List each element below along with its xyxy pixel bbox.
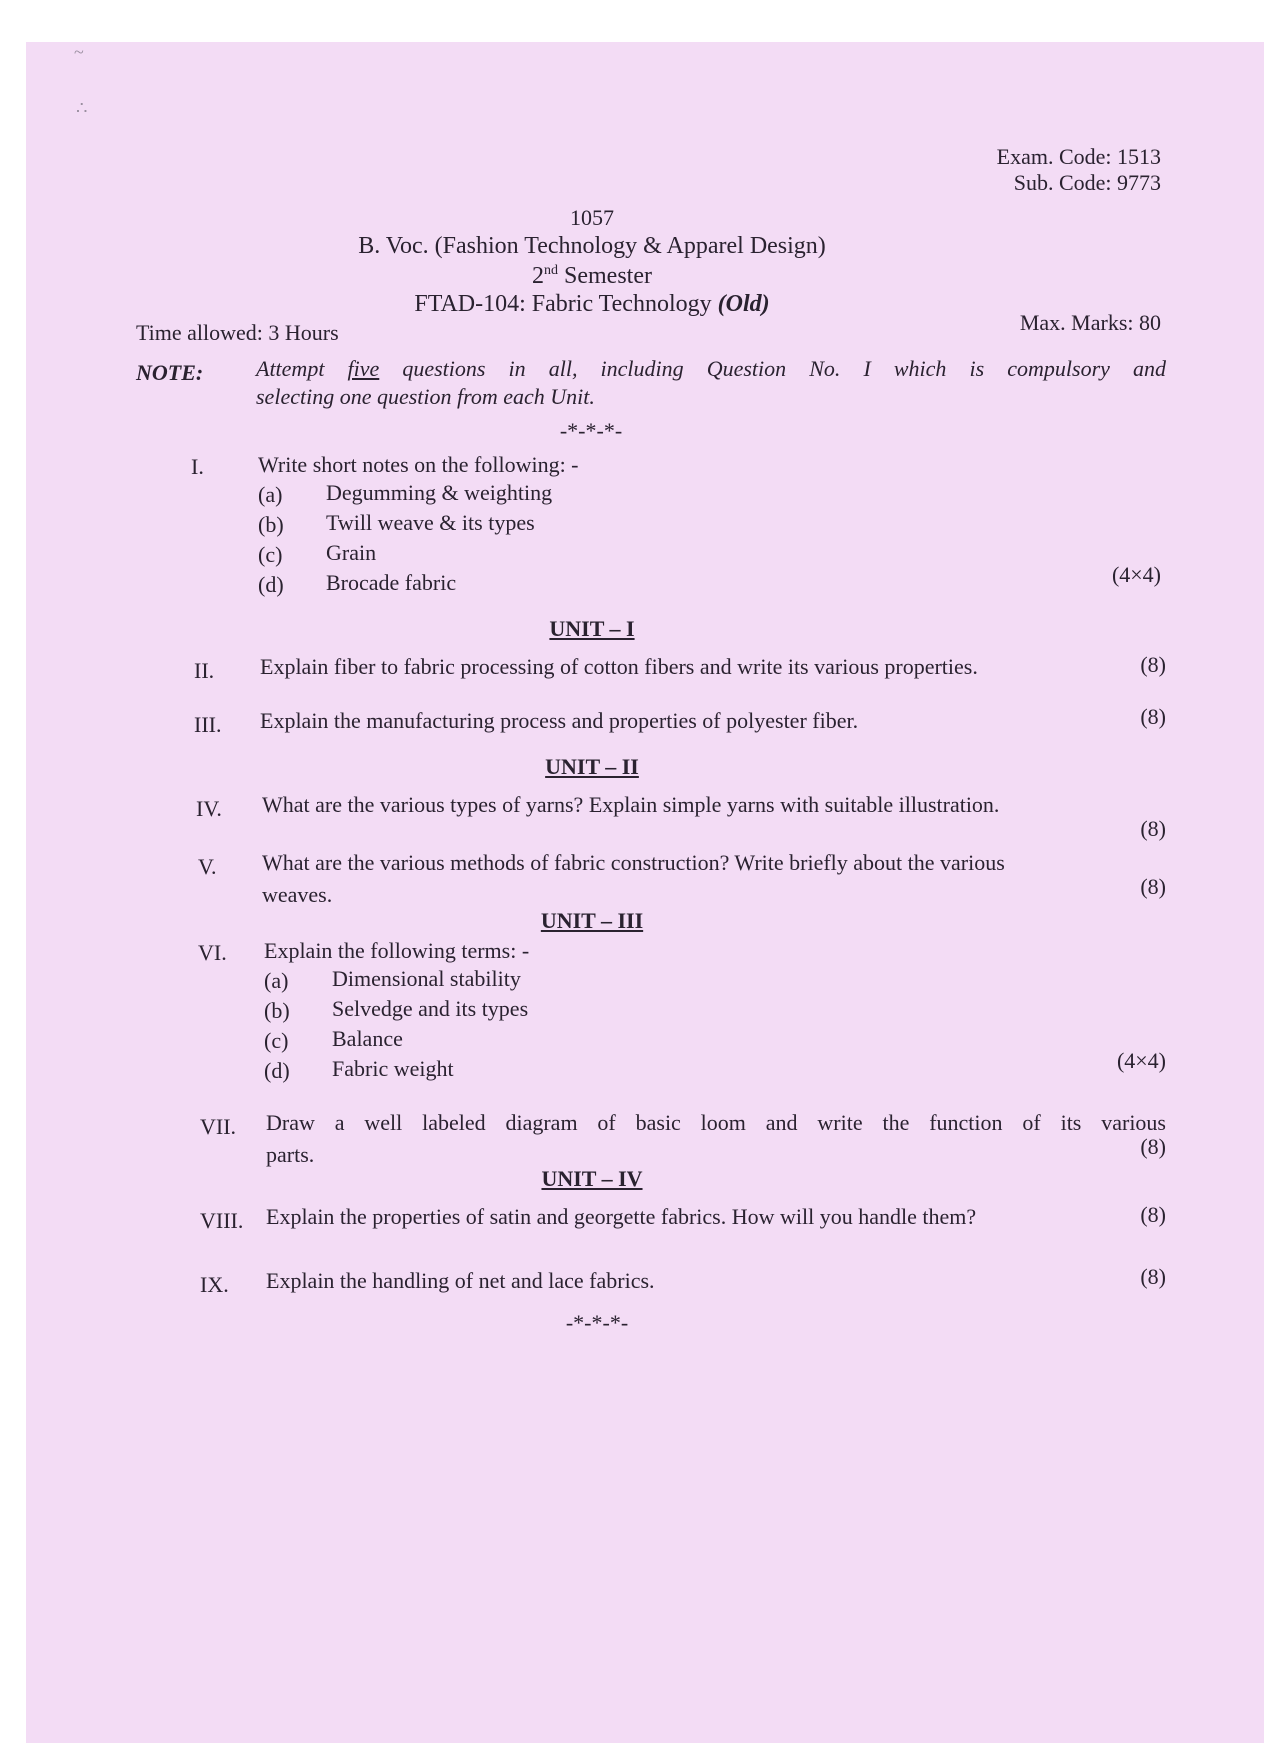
q4-number: IV. <box>196 796 222 821</box>
q6-item-text: Fabric weight <box>332 1056 454 1081</box>
q1-item-label: (b) <box>258 512 284 537</box>
note-text-line1 <box>256 356 1166 382</box>
q3-number: III. <box>194 712 222 737</box>
q6-item-label: (c) <box>264 1028 289 1053</box>
note-label: NOTE: <box>136 360 204 385</box>
q6-text: Explain the following terms: - <box>264 938 530 963</box>
q6-item-text: Selvedge and its types <box>332 996 529 1021</box>
q1-text: Write short notes on the following: - <box>258 452 579 477</box>
q6-item-label: (a) <box>264 968 289 993</box>
exam-code: Exam. Code: 1513 <box>996 144 1161 169</box>
course-title: B. Voc. (Fashion Technology & Apparel Design) <box>358 233 826 259</box>
q1-item-text: Degumming & weighting <box>326 480 553 505</box>
q9-number: IX. <box>200 1272 229 1297</box>
q6-marks: (4×4) <box>1116 1048 1166 1073</box>
q2-text: Explain fiber to fabric processing of cotton fibers and write its various properties. <box>260 654 978 679</box>
unit3-title: UNIT – III <box>540 908 644 933</box>
q6-item-label: (b) <box>264 998 290 1023</box>
subject-name: FTAD-104: Fabric Technology <box>414 291 712 317</box>
q1-item-text: Brocade fabric <box>326 570 457 595</box>
unit4-title: UNIT – IV <box>541 1166 643 1191</box>
scan-smudge: ∴ <box>76 98 88 118</box>
semester-number: 2 <box>532 263 544 289</box>
q7-text: Draw a well labeled diagram of basic loom and write the function of its various <box>266 1110 1166 1135</box>
q8-text: Explain the properties of satin and georgette fabrics. How will you handle them? <box>266 1204 977 1229</box>
q6-item-text: Dimensional stability <box>332 966 521 991</box>
q4-marks: (8) <box>1140 816 1166 841</box>
semester-suffix: nd <box>544 263 558 278</box>
q9-text: Explain the handling of net and lace fabrics. <box>266 1268 655 1293</box>
q5-number: V. <box>198 854 217 879</box>
subject-tag: (Old) <box>717 291 770 317</box>
max-marks: Max. Marks: 80 <box>1019 310 1161 335</box>
separator-top: -*-*-*- <box>559 418 623 443</box>
q2-marks: (8) <box>1140 652 1166 677</box>
note-text: Attempt <box>256 356 325 381</box>
sub-code: Sub. Code: 9773 <box>1013 170 1161 195</box>
q1-item-text: Twill weave & its types <box>326 510 535 535</box>
q6-number: VI. <box>198 940 227 965</box>
unit2-title: UNIT – II <box>545 754 639 779</box>
note-five: five <box>347 356 380 381</box>
separator-bottom: -*-*-*- <box>565 1310 629 1335</box>
q5-marks: (8) <box>1140 874 1166 899</box>
q3-marks: (8) <box>1140 704 1166 729</box>
paper-number: 1057 <box>570 205 614 230</box>
q4-text: What are the various types of yarns? Explain simple yarns with suitable illustration. <box>262 792 1000 817</box>
exam-paper <box>26 42 1264 1743</box>
scan-smudge: ~ <box>74 42 84 62</box>
q1-item-label: (d) <box>258 572 284 597</box>
unit1-title: UNIT – I <box>549 616 635 641</box>
time-allowed: Time allowed: 3 Hours <box>136 320 339 345</box>
q5-text: What are the various methods of fabric construction? Write briefly about the various <box>262 850 1005 875</box>
q5-text-cont: weaves. <box>262 882 333 907</box>
subject-line <box>292 290 892 318</box>
note-text: questions in all, including Question No. I which is compulsory and <box>402 356 1166 381</box>
q7-marks: (8) <box>1140 1134 1166 1159</box>
q1-number: I. <box>191 454 204 479</box>
q7-number: VII. <box>200 1114 237 1139</box>
q1-marks: (4×4) <box>1111 562 1161 587</box>
q8-marks: (8) <box>1140 1202 1166 1227</box>
q2-number: II. <box>194 658 215 683</box>
q1-item-label: (c) <box>258 542 283 567</box>
note-text-line2: selecting one question from each Unit. <box>256 384 595 409</box>
q6-item-text: Balance <box>332 1026 403 1051</box>
q1-item-text: Grain <box>326 540 377 565</box>
q6-item-label: (d) <box>264 1058 290 1083</box>
q1-item-label: (a) <box>258 482 283 507</box>
q8-number: VIII. <box>200 1208 244 1233</box>
q7-text-cont: parts. <box>266 1142 315 1167</box>
semester-word: Semester <box>564 263 652 289</box>
q9-marks: (8) <box>1140 1264 1166 1289</box>
semester-line <box>392 262 792 290</box>
q3-text: Explain the manufacturing process and properties of polyester fiber. <box>260 708 859 733</box>
